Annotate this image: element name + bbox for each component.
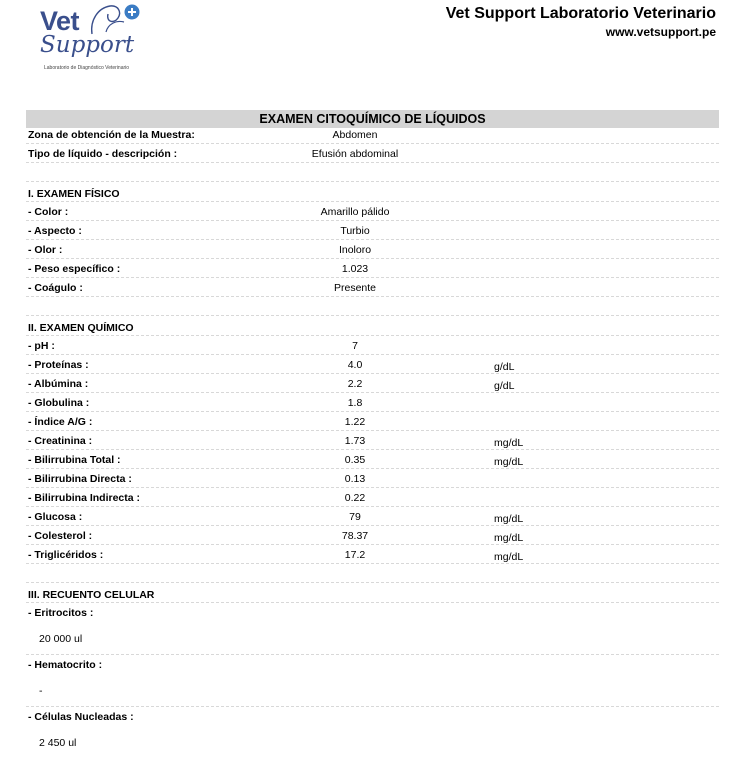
row-value: 17.2 bbox=[344, 549, 366, 561]
section-heading-text: I. EXAMEN FÍSICO bbox=[28, 188, 120, 200]
section-heading-chemical bbox=[26, 316, 719, 336]
row-label: - Proteínas : bbox=[28, 359, 89, 371]
row-value: 1.8 bbox=[347, 397, 363, 409]
spacer bbox=[26, 297, 719, 316]
section-heading-cells bbox=[26, 583, 719, 603]
row-value: 1.73 bbox=[344, 435, 366, 447]
row-label: - Albúmina : bbox=[28, 378, 89, 390]
row-label: Zona de obtención de la Muestra: bbox=[28, 129, 195, 141]
logo-vet-text: Vet bbox=[40, 6, 80, 36]
logo-support-text: Support bbox=[40, 32, 135, 58]
chemical-row bbox=[26, 355, 719, 374]
row-value: 0.22 bbox=[344, 492, 366, 504]
row-label: - Células Nucleadas : bbox=[28, 711, 134, 723]
chemical-row bbox=[26, 488, 719, 507]
row-label: - Olor : bbox=[28, 244, 63, 256]
row-value: 1.023 bbox=[341, 263, 369, 275]
row-unit: mg/dL bbox=[494, 437, 524, 449]
row-label: Tipo de líquido - descripción : bbox=[28, 148, 178, 160]
physical-row bbox=[26, 259, 719, 278]
row-label: - Bilirrubina Indirecta : bbox=[28, 492, 141, 504]
chemical-row bbox=[26, 507, 719, 526]
section-heading-text: III. RECUENTO CELULAR bbox=[28, 589, 155, 601]
physical-row bbox=[26, 278, 719, 297]
row-value: 0.35 bbox=[344, 454, 366, 466]
cell-count-label-row bbox=[26, 655, 719, 674]
chemical-row bbox=[26, 469, 719, 488]
row-unit: mg/dL bbox=[494, 551, 524, 563]
lab-website: www.vetsupport.pe bbox=[605, 25, 716, 39]
row-value: 2 450 ul bbox=[39, 737, 77, 749]
pet-silhouette-icon bbox=[88, 2, 148, 36]
row-value: - bbox=[39, 685, 43, 697]
lab-name: Vet Support Laboratorio Veterinario bbox=[445, 5, 716, 22]
sample-zone-row bbox=[26, 128, 719, 144]
row-unit: g/dL bbox=[494, 380, 515, 392]
row-value: 78.37 bbox=[341, 530, 369, 542]
row-value: Presente bbox=[333, 282, 377, 294]
cell-count-value-row bbox=[26, 674, 719, 707]
logo-tagline: Laboratorio de Diagnóstico Veterinario bbox=[44, 65, 130, 71]
spacer bbox=[26, 163, 719, 182]
row-unit: mg/dL bbox=[494, 513, 524, 525]
cell-count-value-row bbox=[26, 622, 719, 655]
chemical-row bbox=[26, 336, 719, 355]
row-label: - Glucosa : bbox=[28, 511, 83, 523]
chemical-row bbox=[26, 431, 719, 450]
physical-row bbox=[26, 240, 719, 259]
row-value: Inoloro bbox=[338, 244, 372, 256]
cell-count-label-row bbox=[26, 707, 719, 726]
row-value: Abdomen bbox=[332, 129, 378, 141]
report bbox=[26, 110, 719, 759]
chemical-row bbox=[26, 450, 719, 469]
row-unit: mg/dL bbox=[494, 532, 524, 544]
row-label: - Hematocrito : bbox=[28, 659, 103, 671]
row-value: 7 bbox=[352, 340, 358, 352]
row-label: - Aspecto : bbox=[28, 225, 82, 237]
row-unit: mg/dL bbox=[494, 456, 524, 468]
chemical-row bbox=[26, 393, 719, 412]
physical-row bbox=[26, 221, 719, 240]
row-value: 0.13 bbox=[344, 473, 366, 485]
vet-support-logo bbox=[36, 2, 148, 74]
row-value: Efusión abdominal bbox=[311, 148, 399, 160]
row-value: Amarillo pálido bbox=[320, 206, 390, 218]
section-heading-text: II. EXAMEN QUÍMICO bbox=[28, 322, 134, 334]
row-label: - Bilirrubina Total : bbox=[28, 454, 121, 466]
sample-type-row bbox=[26, 144, 719, 163]
row-label: - Colesterol : bbox=[28, 530, 93, 542]
row-value: 79 bbox=[349, 511, 361, 523]
row-label: - Bilirrubina Directa : bbox=[28, 473, 132, 485]
cell-count-label-row bbox=[26, 603, 719, 622]
row-label: - Triglicéridos : bbox=[28, 549, 104, 561]
row-label: - Índice A/G : bbox=[28, 416, 93, 428]
row-value: 2.2 bbox=[347, 378, 363, 390]
physical-row bbox=[26, 202, 719, 221]
row-label: - Eritrocitos : bbox=[28, 607, 94, 619]
report-title: EXAMEN CITOQUÍMICO DE LÍQUIDOS bbox=[26, 110, 719, 128]
row-value: 1.22 bbox=[344, 416, 366, 428]
row-unit: g/dL bbox=[494, 361, 515, 373]
row-label: - Peso específico : bbox=[28, 263, 121, 275]
row-value: Turbio bbox=[340, 225, 370, 237]
row-label: - Creatinina : bbox=[28, 435, 93, 447]
chemical-row bbox=[26, 545, 719, 564]
row-label: - pH : bbox=[28, 340, 55, 352]
spacer bbox=[26, 564, 719, 583]
cell-count-value-row bbox=[26, 726, 719, 759]
section-heading-physical bbox=[26, 182, 719, 202]
row-label: - Color : bbox=[28, 206, 69, 218]
row-label: - Globulina : bbox=[28, 397, 90, 409]
chemical-row bbox=[26, 526, 719, 545]
row-value: 20 000 ul bbox=[39, 633, 83, 645]
chemical-row bbox=[26, 374, 719, 393]
row-value: 4.0 bbox=[347, 359, 363, 371]
chemical-row bbox=[26, 412, 719, 431]
row-label: - Coágulo : bbox=[28, 282, 83, 294]
